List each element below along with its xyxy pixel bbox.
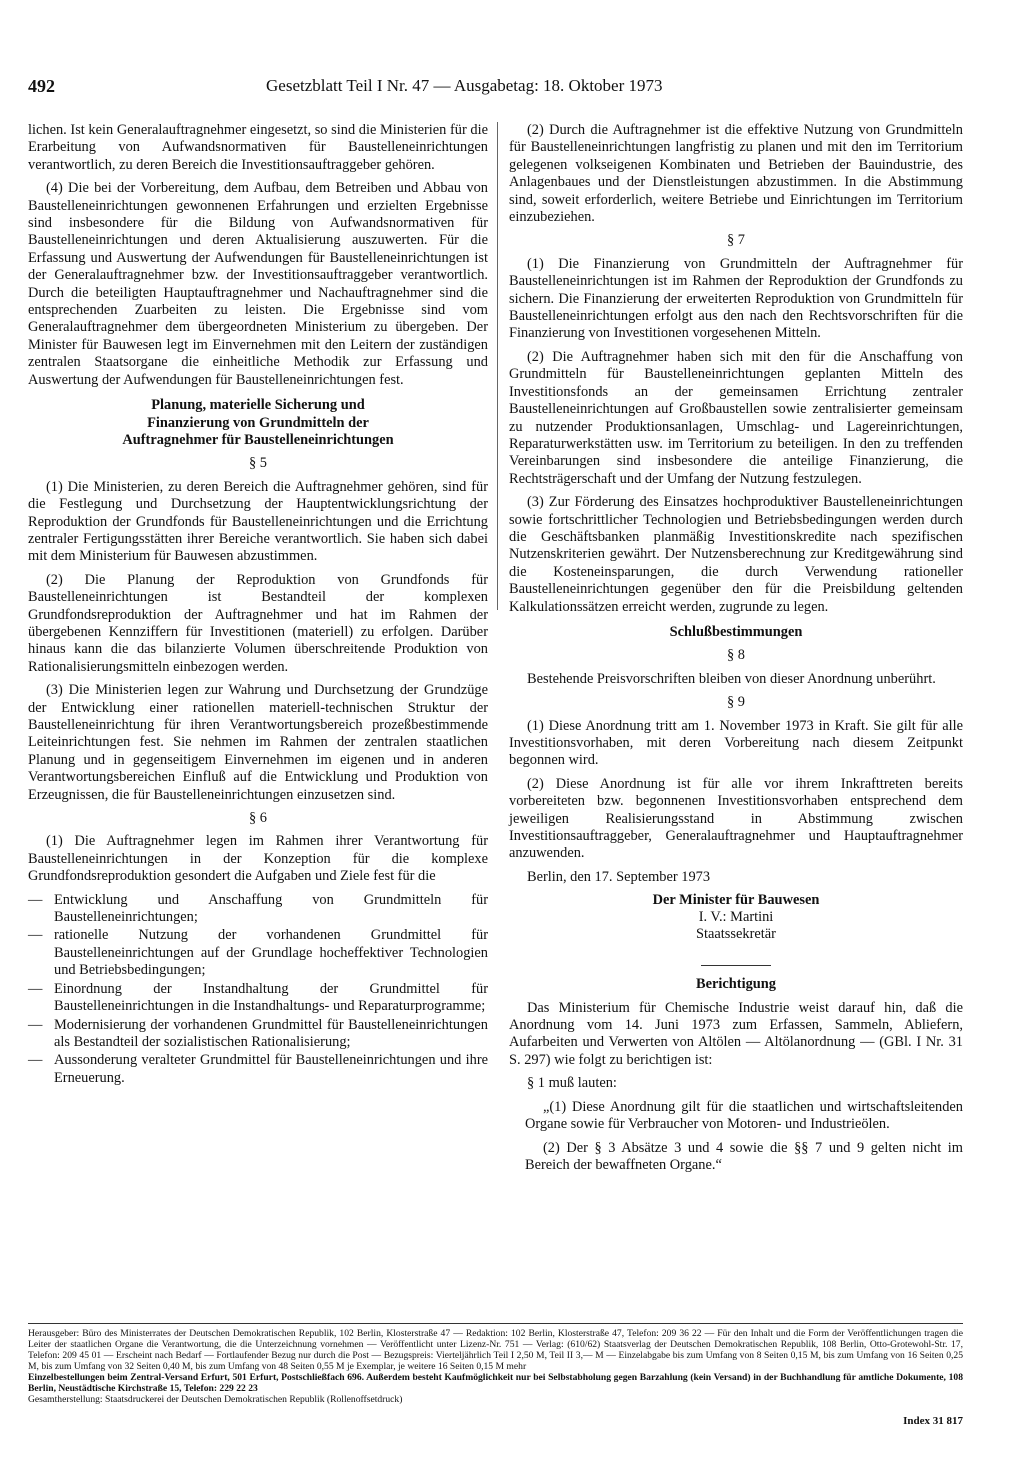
list-item-text: Einordnung der Instandhaltung der Grundmittel für Baustelleneinrichtungen in die Instandhaltungs- und Reparaturprogramme;: [54, 980, 488, 1015]
signer-role: Staatssekretär: [696, 926, 776, 943]
paragraph: (1) Die Finanzierung von Grundmitteln der Auftragnehmer für Baustelleneinrichtungen ist im Rahmen der Reproduktion der Grundfonds zu sichern. Die Finanzierung der erweiterten Reproduktion von Grundmitteln für Baustelleneinrichtungen erfolgt aus den nach den Rechtsvorschriften für die Finanzierung von Investitionen vorgesehenen Mitteln.: [509, 255, 963, 342]
section-heading: [28, 397, 488, 449]
section-number: § 7: [727, 232, 745, 249]
list-item-text: Modernisierung der vorhandenen Grundmittel für Baustelleneinrichtungen als Bestandteil der sozialistischen Rationalisierung;: [54, 1016, 488, 1050]
imprint-text: Herausgeber: Büro des Ministerrates der Deutschen Demokratischen Republik, 102 Berlin, Klosterstraße 47 — Redaktion: 102 Berlin, Klosterstraße 47, Telefon: 209 36 22 — Für den Inhalt und die Form der Veröffentlichungen tragen die Leiter der staatlichen Organe die Verantwortung, die die Unterzeichnung vornehmen — Veröffentlicht unter Lizenz-Nr. 751 — Verlag: (610/62) Staatsverlag der Deutschen Demokratischen Republik, 108 Berlin, Otto-Grotewohl-Str. 17, Telefon: 209 45 01 — Erscheint nach Bedarf — Fortlaufender Bezug nur durch die Post — Bezugspreis: Vierteljährlich Teil I 2,50 M, Teil II 3,— M — Einzelabgabe bis zum Umfang von 8 Seiten 0,15 M, bis zum Umfang von 16 Seiten 0,25 M, bis zum Umfang von 32 Seiten 0,40 M, bis zum Umfang von 48 Seiten 0,55 M je Exemplar, je weitere 16 Seiten 0,15 M mehr: [28, 1328, 963, 1372]
paragraph: (3) Zur Förderung des Einsatzes hochproduktiver Baustelleneinrichtungen sowie fortschrittlicher Technologien und Betriebsbedingungen werden durch die Geschäftsbanken planmäßig Investitionskredite nach spezifischen Nutzenskriterien gewährt. Der Nutzensberechnung zur Kreditgewährung sind die Kosteneinsparungen, die durch Verwendung rationeller Baustelleneinrichtungen gegenüber den für die Preisbildung geltenden Kalkulationssätzen erreicht werden, zugrunde zu legen.: [509, 494, 963, 615]
page-number: 492: [28, 76, 55, 96]
column-divider: [497, 122, 498, 610]
paragraph: (4) Die bei der Vorbereitung, dem Aufbau, dem Betreiben und Abbau von Baustelleneinrichtungen gewonnenen Erfahrungen und erzielten Ergebnisse sind insbesondere für die Bildung von Aufwandsnormativen für Baustelleneinrichtungen und deren Aktualisierung auszuwerten. Für die Erfassung und Auswertung der Aufwendungen für Baustelleneinrichtungen ist der Generalauftragnehmer bzw. der Investitionsauftraggeber verantwortlich. Durch die beteiligten Hauptauftragnehmer und Nachauftragnehmer sind die entsprechenden Zuarbeiten zu leisten. Die Ergebnisse sind vom Generalauftragnehmer dem übergeordneten Ministerium zu übergeben. Der Minister für Bauwesen legt im Einvernehmen mit den Leitern der zuständigen zentralen Staatsorgane die einheitliche Methodik zur Erfassung und Auswertung der Aufwendungen für Baustelleneinrichtungen fest.: [28, 180, 488, 388]
paragraph: Bestehende Preisvorschriften bleiben von dieser Anordnung unberührt.: [527, 670, 936, 687]
paragraph: (2) Durch die Auftragnehmer ist die effektive Nutzung von Grundmitteln für Baustelleneinrichtungen langfristig zu planen und mit den im Territorium gelegenen volkseigenen Kombinaten und Betrieben der Bauindustrie, des Anlagenbaues und der Dienstleistungen abzustimmen. In die Abstimmung sind, soweit erforderlich, weitere Betriebe und Einrichtungen im Territorium einzubeziehen.: [509, 122, 963, 226]
paragraph: § 1 muß lauten:: [527, 1075, 617, 1092]
paragraph: (1) Diese Anordnung tritt am 1. November 1973 in Kraft. Sie gilt für alle Investitionsvorhaben, mit deren Vorbereitung nach diesem Zeitpunkt begonnen wird.: [509, 717, 963, 769]
list-item-text: Entwicklung und Anschaffung von Grundmitteln für Baustelleneinrichtungen;: [54, 891, 488, 926]
section-number: § 8: [727, 647, 745, 664]
heading-line: Planung, materielle Sicherung und: [151, 397, 365, 414]
list-item: [28, 927, 488, 979]
ordering-info: Einzelbestellungen beim Zentral-Versand Erfurt, 501 Erfurt, Postschließfach 696. Außerdem besteht Kaufmöglichkeit nur bei Selbstabholung gegen Barzahlung (kein Versand) in der Buchhandlung für amtliche Dokumente, 108 Berlin, Neustädtische Kirchstraße 15, Telefon: 229 22 23: [28, 1372, 963, 1394]
paragraph: (3) Die Ministerien legen zur Wahrung und Durchsetzung der Grundzüge der Entwicklung einer rationellen materiell-technischen Struktur der Baustelleneinrichtung für ihren Verantwortungsbereich prozeßbestimmende Leiteinrichtungen fest. Sie nehmen im Rahmen der zentralen staatlichen Planung und in gegenseitigem Einvernehmen im eigenen und in anderen Verantwortungsbereichen Einfluß auf die Entwicklung und Produktion von Erzeugnissen, die für Baustelleneinrichtungen einzusetzen sind.: [28, 682, 488, 803]
list-item: [28, 1052, 488, 1087]
list-item-text: rationelle Nutzung der vorhandenen Grundmittel für Baustelleneinrichtungen auf der Grundlage hocheffektiver Technologien und Betriebsbedingungen;: [54, 927, 488, 979]
paragraph: lichen. Ist kein Generalauftragnehmer eingesetzt, so sind die Ministerien für die Erarbeitung von Aufwandsnormativen für Baustelleneinrichtungen verantwortlich, zu deren Bereich die Investitionsauftraggeber gehören.: [28, 122, 488, 173]
running-title: Gesetzblatt Teil I Nr. 47 — Ausgabetag: 18. Oktober 1973: [266, 76, 663, 95]
paragraph: (1) Die Auftragnehmer legen im Rahmen ihrer Verantwortung für Baustelleneinrichtungen in der Konzeption für die komplexe Grundfondsreproduktion gesondert die Aufgaben und Ziele fest für die: [28, 833, 488, 885]
dash-bullet: —: [28, 927, 43, 944]
dash-bullet: —: [28, 1016, 43, 1033]
signer-title: Der Minister für Bauwesen: [652, 892, 820, 909]
quoted-paragraph: (2) Der § 3 Absätze 3 und 4 sowie die §§ 7 und 9 gelten nicht im Bereich der bewaffneten Organe.“: [525, 1139, 963, 1173]
paragraph: Das Ministerium für Chemische Industrie weist darauf hin, daß die Anordnung vom 14. Juni 1973 zum Erfassen, Sammeln, Abliefern, Aufarbeiten und Verwerten von Altölen — Altölanordnung — (GBl. I Nr. 31 S. 297) wie folgt zu berichtigen ist:: [509, 999, 963, 1068]
section-divider: [701, 965, 771, 966]
printer-info: Gesamtherstellung: Staatsdruckerei der Deutschen Demokratischen Republik (Rollenoffsetdruck): [28, 1394, 403, 1405]
paragraph: (1) Die Ministerien, zu deren Bereich die Auftragnehmer gehören, sind für die Festlegung und Durchsetzung der Hauptentwicklungsrichtung der Reproduktion der Grundfonds für Baustelleneinrichtungen und die Errichtung zentraler Fertigungsstätten ihrer Bereiche verantwortlich. Sie haben sich dabei mit dem Ministerium für Bauwesen abzustimmen.: [28, 478, 488, 565]
signer-name: I. V.: Martini: [698, 909, 774, 926]
index-number: Index 31 817: [903, 1415, 963, 1427]
paragraph: (2) Die Auftragnehmer haben sich mit den für die Anschaffung von Grundmitteln für Baustelleneinrichtungen geplanten Mitteln des Investitionsfonds an der gemeinsamen Errichtung zentraler Baustelleneinrichtungen auf Großbaustellen sowie zentralisierter gemeinsam zu nutzender Produktionsanlagen, Umschlag- und Lagereinrichtungen, Reparaturwerkstätten usw. im Territorium zu beteiligen. In den zu treffenden Vereinbarungen sind insbesondere die anteilige Finanzierung, die Rechtsträgerschaft und der Umfang der Nutzung festzulegen.: [509, 348, 963, 487]
list-item: [28, 1017, 488, 1052]
dash-bullet: —: [28, 980, 43, 997]
heading-line: Finanzierung von Grundmitteln der: [147, 414, 369, 431]
dash-bullet: —: [28, 891, 43, 908]
page-header: [28, 76, 968, 102]
paragraph: (2) Die Planung der Reproduktion von Grundfonds für Baustelleneinrichtungen ist Bestandteil der komplexen Grundfondsreproduktion der Auftragnehmer und hat im Rahmen der übergebenen Kennziffern für Investitionen (materiell) zu erfolgen. Darüber hinaus kann die das bilanzierte Volumen überschreitende Produktion von Rationalisierungsmitteln einbezogen werden.: [28, 571, 488, 675]
paragraph: (2) Diese Anordnung ist für alle vor ihrem Inkrafttreten bereits vorbereiteten bzw. begonnenen Investitionsvorhaben entsprechend dem jeweiligen Realisierungsstand in Abstimmung zwischen Investitionsauftraggeber, Generalauftragnehmer und Hauptauftragnehmer anzuwenden.: [509, 775, 963, 862]
footer-rule: [28, 1323, 963, 1324]
place-date: Berlin, den 17. September 1973: [527, 868, 711, 885]
quoted-paragraph: „(1) Diese Anordnung gilt für die staatlichen und wirtschaftsleitenden Organe sowie für Verbraucher von Motoren- und Industrieölen.: [525, 1098, 963, 1133]
correction-heading: Berichtigung: [696, 976, 776, 993]
left-column: [28, 122, 488, 1091]
section-heading: Schlußbestimmungen: [669, 623, 803, 640]
list-item-text: Aussonderung veralteter Grundmittel für Baustelleneinrichtungen und ihre Erneuerung.: [54, 1052, 488, 1086]
heading-line: Auftragnehmer für Baustelleneinrichtungen: [122, 431, 394, 448]
section-number: § 6: [249, 810, 267, 827]
list-item: [28, 981, 488, 1016]
imprint-footer: [28, 1328, 963, 1427]
section-number: § 9: [727, 694, 745, 711]
task-list: [28, 892, 488, 1087]
right-column: [509, 122, 963, 1180]
section-number: § 5: [249, 455, 267, 472]
list-item: [28, 892, 488, 927]
signature-block: [509, 892, 963, 943]
dash-bullet: —: [28, 1052, 43, 1069]
